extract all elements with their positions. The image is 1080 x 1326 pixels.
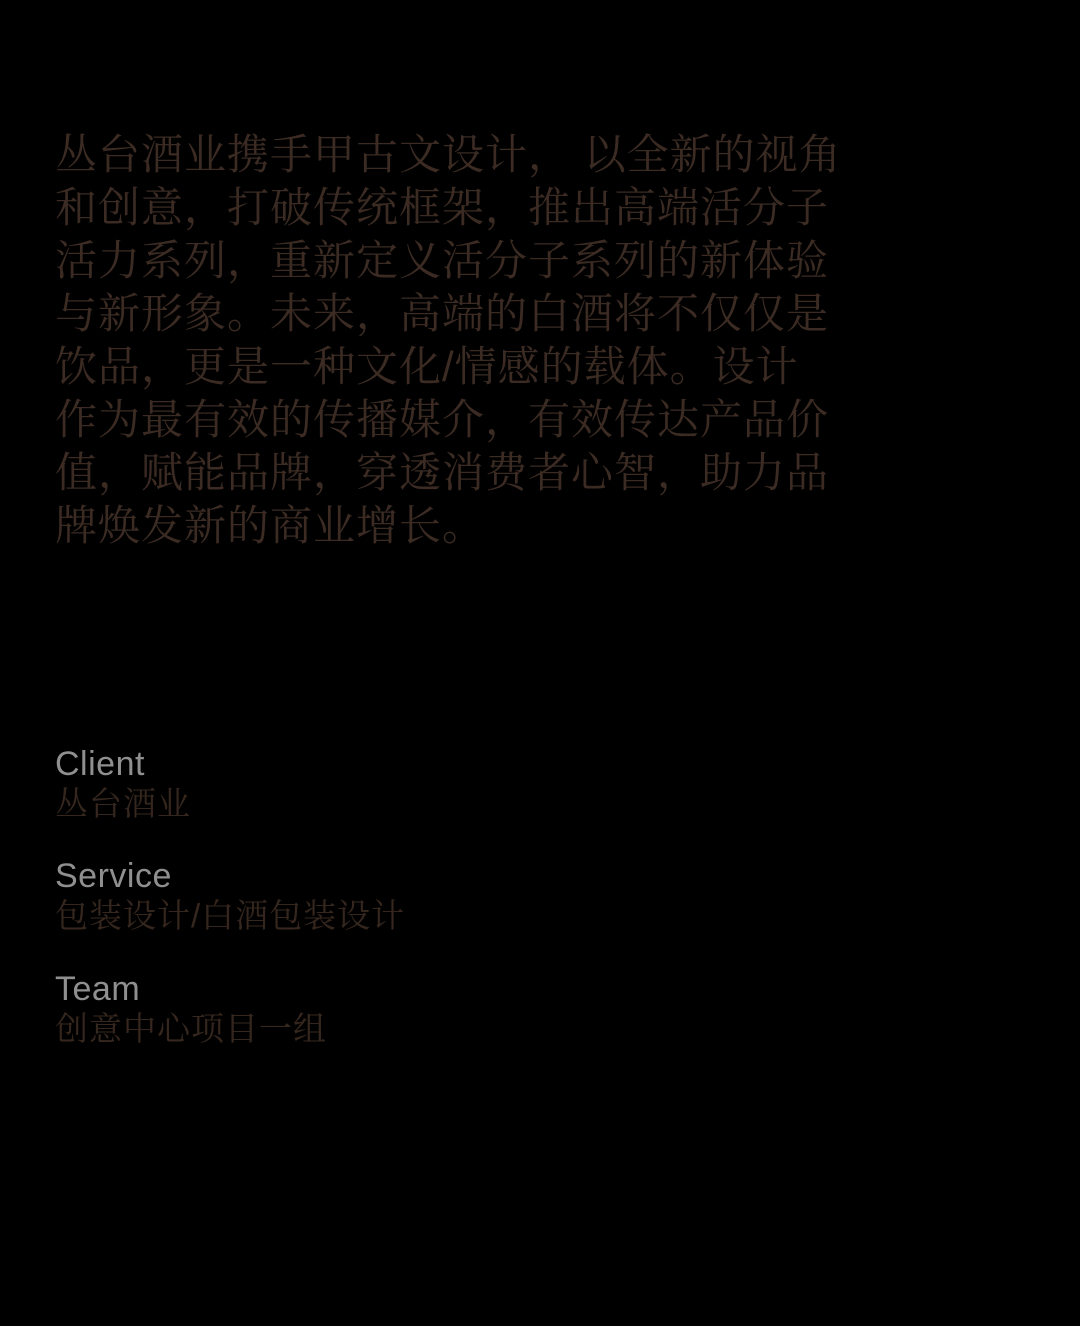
team-label: Team [55, 970, 141, 1008]
service-value: 包装设计/白酒包装设计 [55, 897, 406, 934]
intro-line-6: 作为最有效的传播媒介，有效传达产品价 [55, 396, 830, 443]
client-label: Client [55, 745, 145, 783]
intro-line-1: 丛台酒业携手甲古文设计， 以全新的视角 [55, 131, 842, 178]
service-label: Service [55, 857, 172, 895]
intro-line-3: 活力系列，重新定义活分子系列的新体验 [55, 237, 830, 284]
intro-line-7: 值，赋能品牌，穿透消费者心智，助力品 [55, 449, 830, 496]
intro-line-8: 牌焕发新的商业增长。 [55, 502, 486, 549]
team-section [55, 969, 327, 1049]
intro-paragraph [55, 128, 915, 552]
service-section [55, 856, 405, 936]
client-value: 丛台酒业 [55, 785, 191, 822]
intro-line-4: 与新形象。未来，高端的白酒将不仅仅是 [55, 290, 830, 337]
team-value: 创意中心项目一组 [55, 1010, 327, 1047]
intro-line-2: 和创意，打破传统框架，推出高端活分子 [55, 184, 830, 231]
intro-line-5: 饮品，更是一种文化/情感的载体。设计 [55, 343, 799, 390]
client-section [55, 744, 191, 824]
